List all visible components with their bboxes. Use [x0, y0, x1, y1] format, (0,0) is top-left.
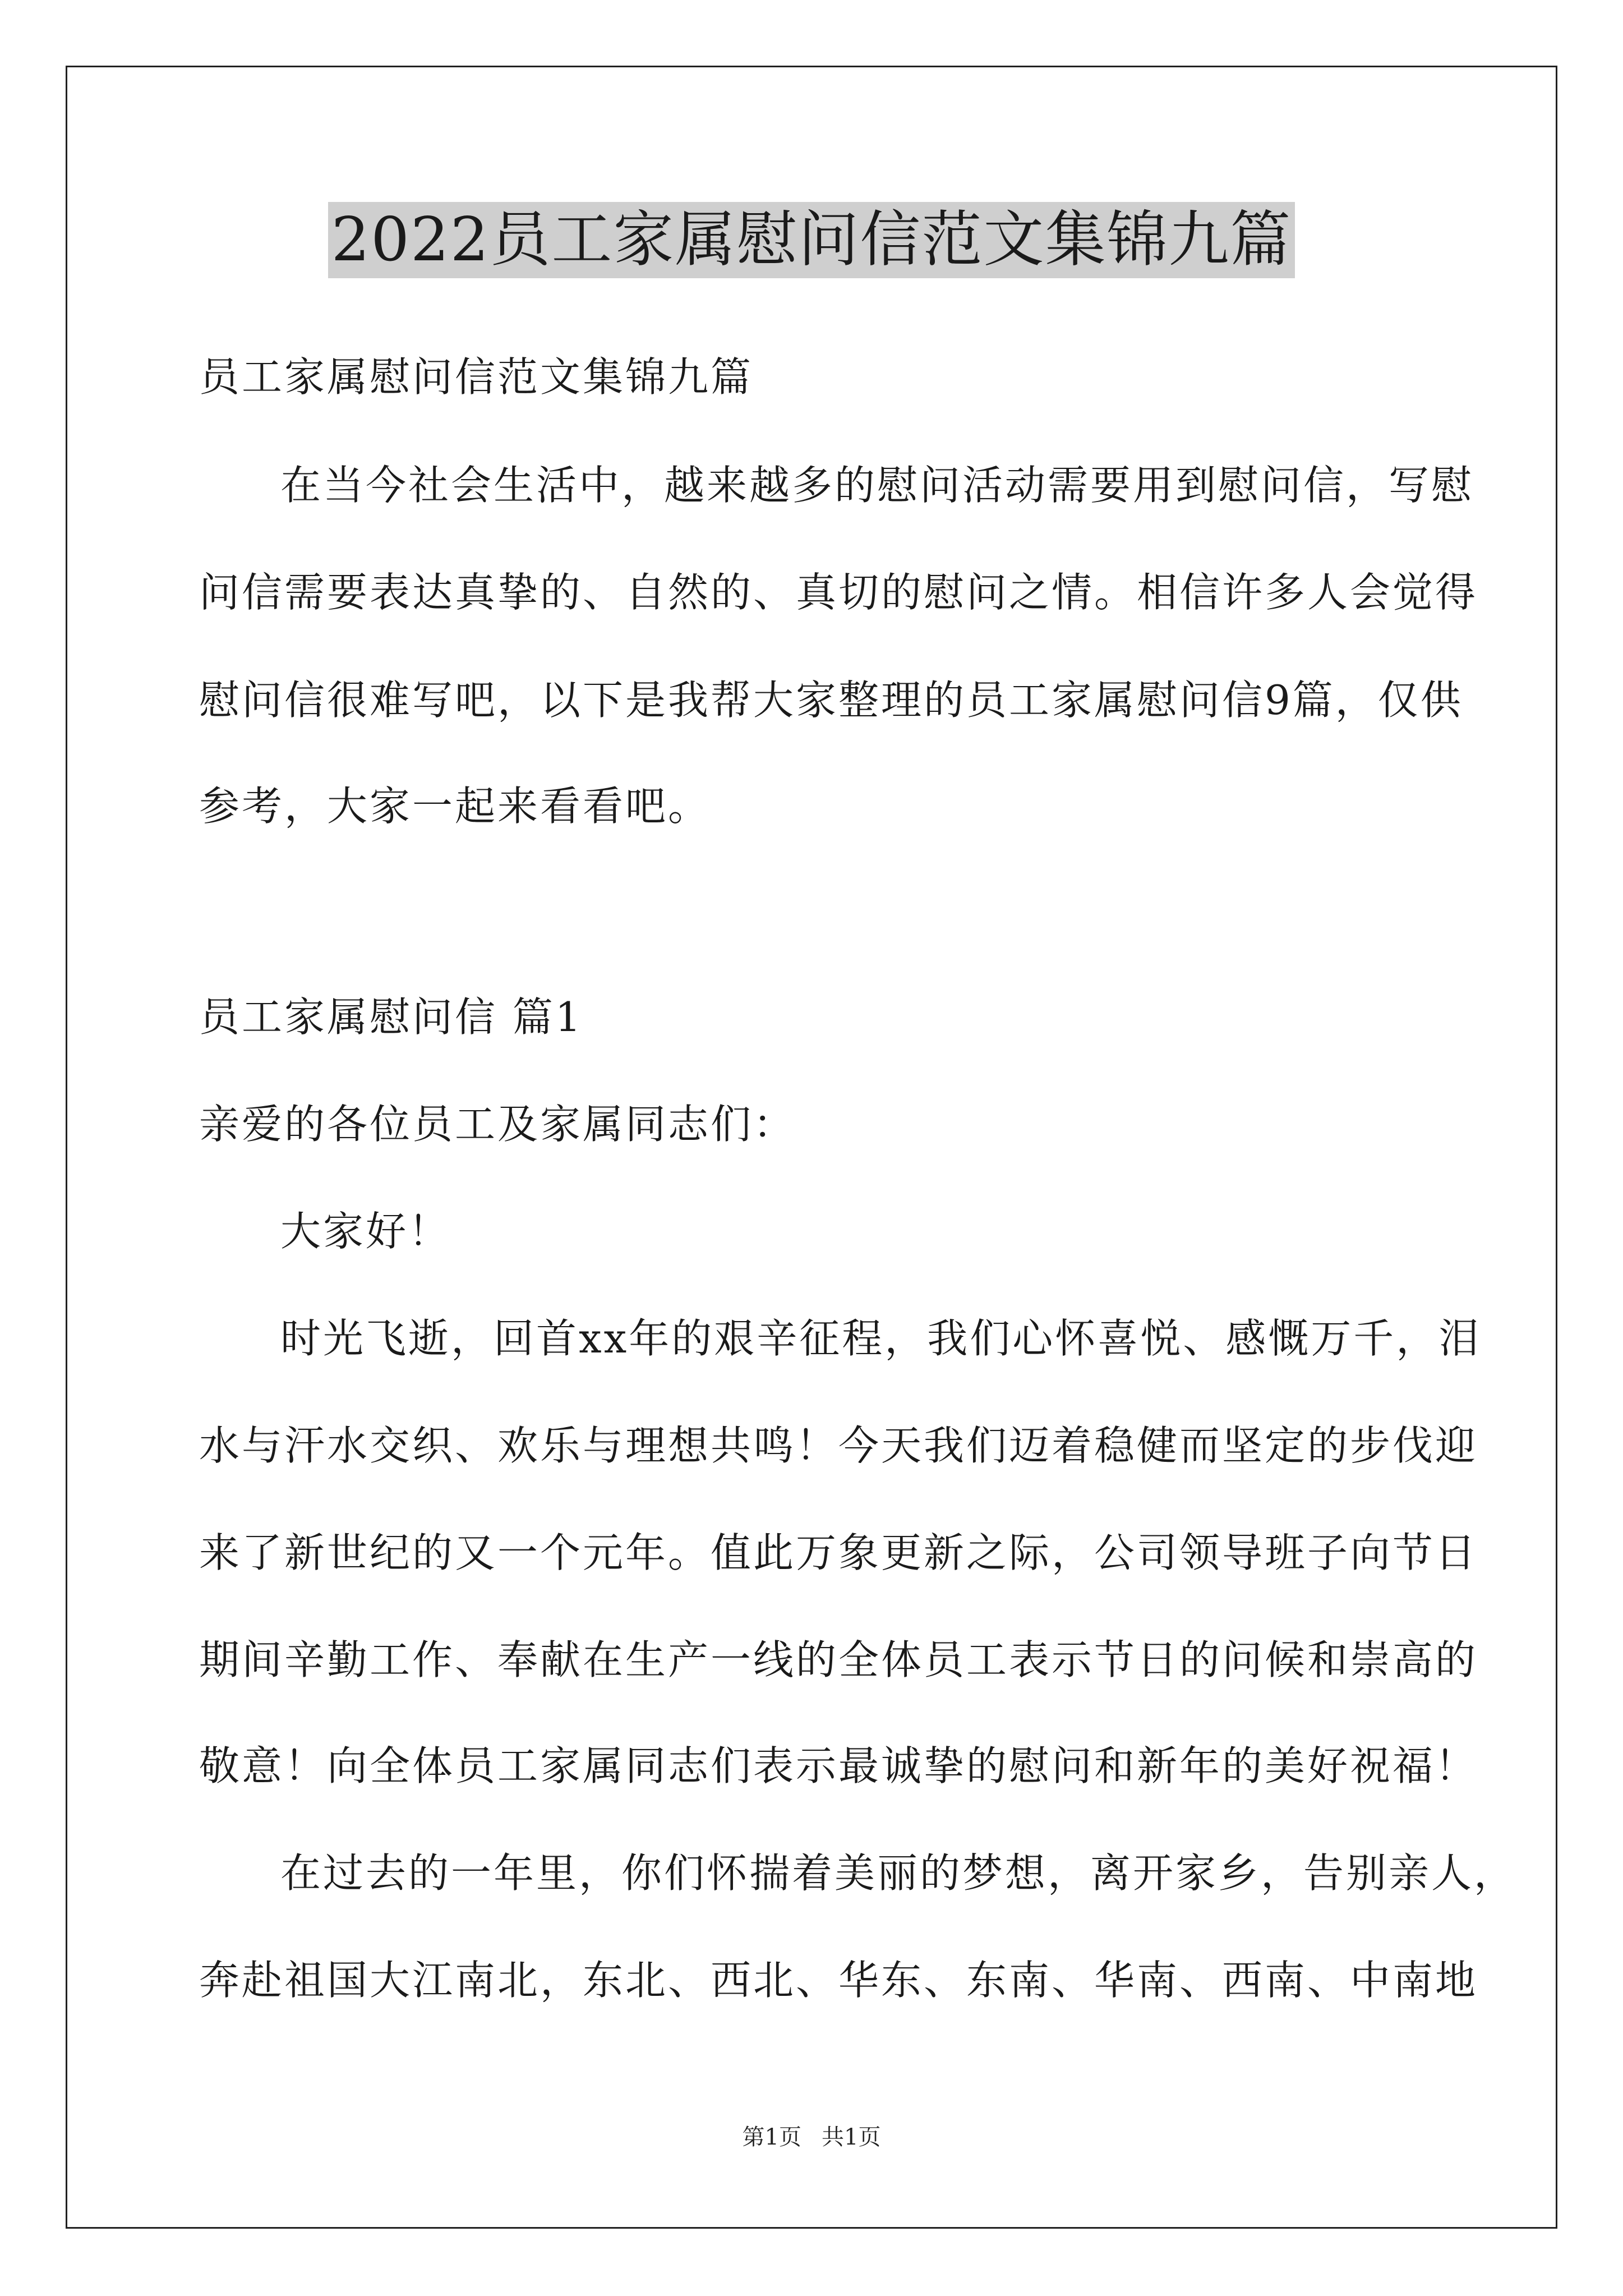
paragraph2-line-2: 奔赴祖国大江南北，东北、西北、华东、东南、华南、西南、中南地: [199, 1957, 1478, 2004]
document-subtitle: 员工家属慰问信范文集锦九篇: [199, 353, 754, 401]
paragraph2-line-1: 在过去的一年里，你们怀揣着美丽的梦想，离开家乡，告别亲人，: [280, 1849, 1517, 1897]
paragraph1-line-1: 时光飞逝，回首xx年的艰辛征程，我们心怀喜悦、感慨万千，泪: [280, 1315, 1482, 1362]
page-footer: [0, 2122, 1623, 2153]
section-heading: 员工家属慰问信 篇1: [199, 993, 583, 1041]
page-number: 第1页: [742, 2124, 801, 2150]
intro-line-2: 问信需要表达真挚的、自然的、真切的慰问之情。相信许多人会觉得: [199, 569, 1478, 616]
salutation: 亲爱的各位员工及家属同志们：: [199, 1101, 796, 1148]
paragraph1-line-5: 敬意！向全体员工家属同志们表示最诚挚的慰问和新年的美好祝福！: [199, 1742, 1478, 1789]
intro-line-1: 在当今社会生活中，越来越多的慰问活动需要用到慰问信，写慰: [280, 462, 1474, 509]
greeting: 大家好！: [280, 1208, 451, 1255]
document-title: 2022员工家属慰问信范文集锦九篇: [328, 202, 1295, 278]
intro-line-3: 慰问信很难写吧，以下是我帮大家整理的员工家属慰问信9篇，仅供: [199, 677, 1463, 724]
intro-line-4: 参考，大家一起来看看吧。: [199, 783, 711, 830]
paragraph1-line-4: 期间辛勤工作、奉献在生产一线的全体员工表示节日的问候和崇高的: [199, 1636, 1478, 1683]
paragraph1-line-3: 来了新世纪的又一个元年。值此万象更新之际，公司领导班子向节日: [199, 1529, 1478, 1576]
paragraph1-line-2: 水与汗水交织、欢乐与理想共鸣！今天我们迈着稳健而坚定的步伐迎: [199, 1422, 1478, 1469]
page-total: 共1页: [822, 2124, 881, 2150]
title-wrap: [0, 202, 1623, 278]
